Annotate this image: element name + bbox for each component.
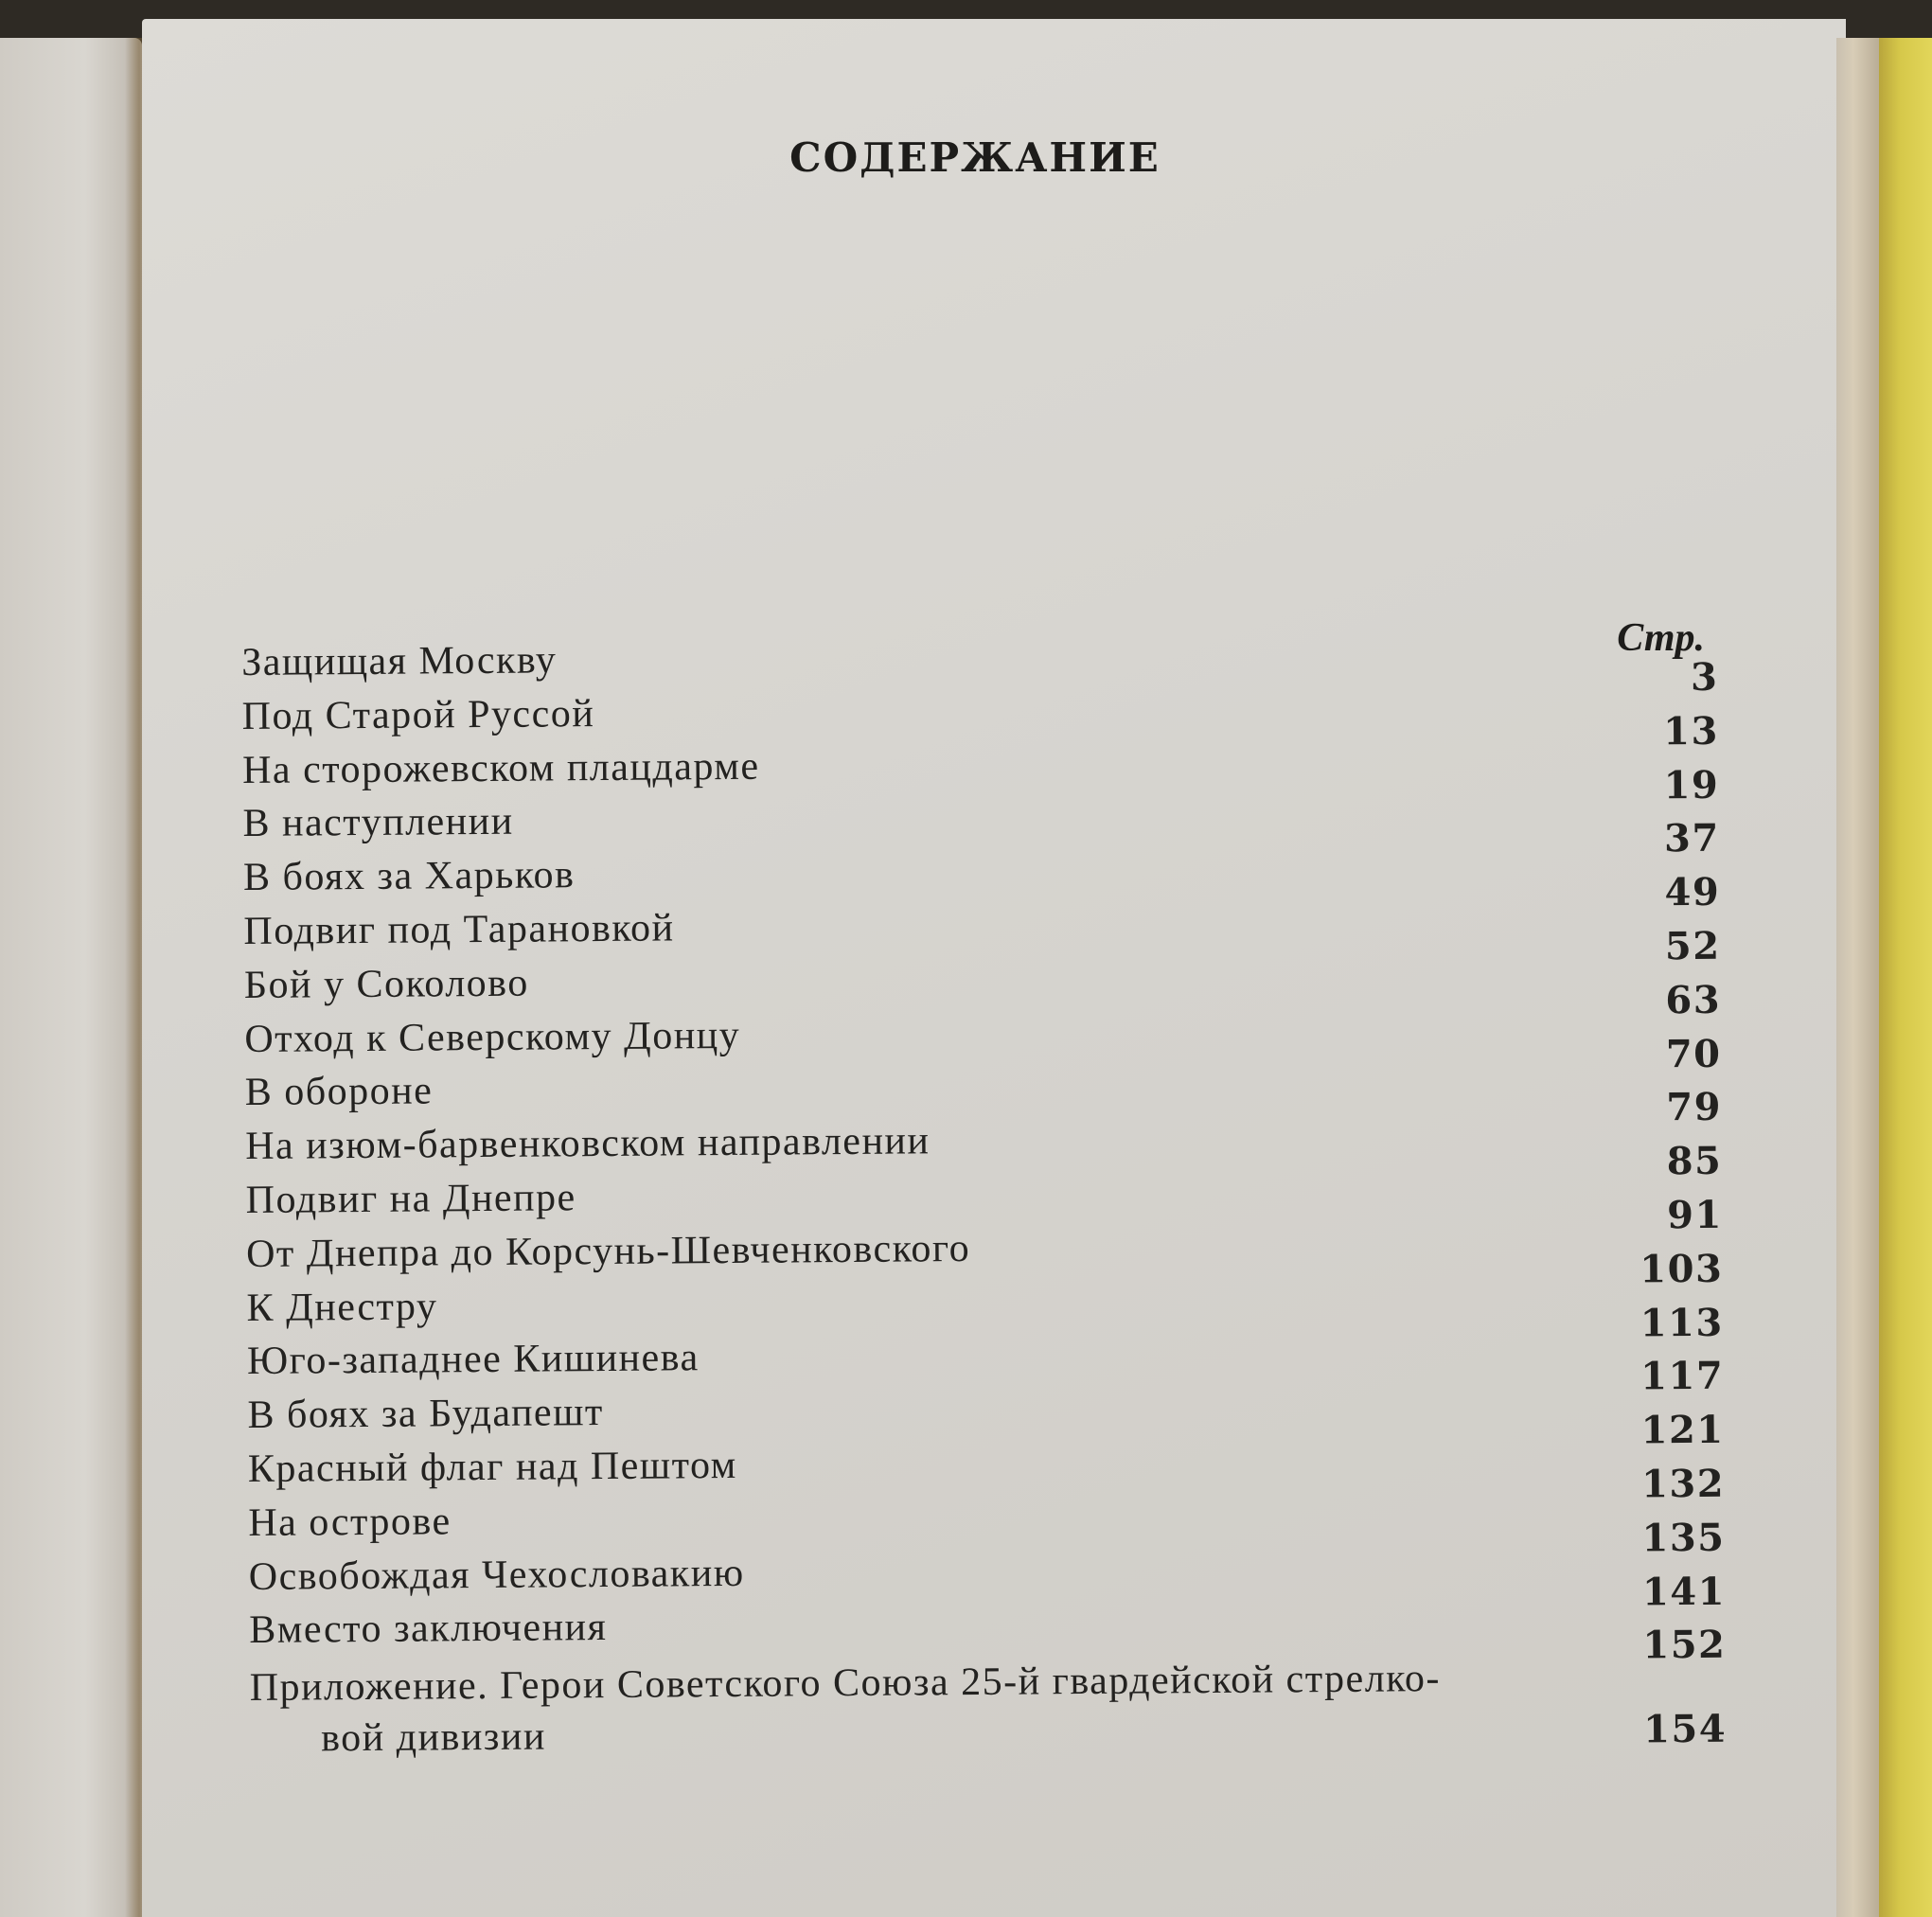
toc-entry-page: 91 bbox=[1666, 1192, 1724, 1238]
toc-entry-page: 3 bbox=[1690, 654, 1719, 700]
toc-entry-appendix bbox=[249, 1646, 1727, 1762]
toc-entry-title: Юго-западнее Кишинева bbox=[246, 1336, 700, 1384]
toc-entry-title: В обороне bbox=[244, 1069, 434, 1115]
toc-entry-title-line2: вой дивизии bbox=[320, 1714, 547, 1761]
toc-entry-title: Подвиг под Тарановкой bbox=[243, 906, 675, 953]
toc-entry-page: 52 bbox=[1664, 923, 1721, 969]
toc-entry-page: 113 bbox=[1640, 1300, 1724, 1345]
toc-entry-title: Вместо заключения bbox=[249, 1606, 608, 1653]
toc-entry-page: 63 bbox=[1665, 977, 1722, 1022]
toc-entry-title: Красный флаг над Пештом bbox=[247, 1443, 737, 1491]
toc-entry-title: Под Старой Руссой bbox=[241, 691, 595, 738]
toc-entry-title: В боях за Будапешт bbox=[247, 1391, 604, 1438]
toc-entry-title: В наступлении bbox=[242, 800, 514, 846]
toc-entry-page: 121 bbox=[1640, 1407, 1725, 1453]
toc-entry-page: 135 bbox=[1641, 1515, 1726, 1561]
table-of-contents bbox=[241, 625, 1727, 1762]
toc-entry-page: 152 bbox=[1642, 1623, 1727, 1668]
toc-entry-page: 70 bbox=[1665, 1031, 1722, 1076]
toc-entry-title-line1: Приложение. Герои Советского Союза 25-й гвардейской стрелко- bbox=[249, 1657, 1442, 1711]
toc-entry-title: Защищая Москву bbox=[241, 638, 558, 684]
toc-entry-title: К Днестру bbox=[246, 1284, 438, 1330]
toc-entry-title: В боях за Харьков bbox=[242, 853, 576, 900]
toc-entry-title: Бой у Соколово bbox=[243, 961, 529, 1007]
page-title: СОДЕРЖАНИЕ bbox=[789, 134, 1161, 181]
toc-entry-page: 85 bbox=[1666, 1138, 1723, 1184]
toc-entry-page: 49 bbox=[1664, 869, 1721, 915]
toc-entry-title: Отход к Северскому Донцу bbox=[244, 1013, 741, 1061]
toc-entry-title: Подвиг на Днепре bbox=[245, 1176, 576, 1222]
page-column-header: Стр. bbox=[1617, 616, 1705, 660]
toc-entry-page: 141 bbox=[1641, 1569, 1727, 1614]
toc-entry-page: 103 bbox=[1640, 1246, 1724, 1292]
toc-entry-title: На острове bbox=[248, 1500, 452, 1545]
toc-entry-page: 154 bbox=[1642, 1706, 1728, 1752]
book-cover-edge bbox=[1879, 38, 1932, 1917]
page-edges bbox=[1836, 38, 1879, 1917]
toc-entry-title: От Днепра до Корсунь-Шевченковского bbox=[245, 1226, 971, 1276]
toc-entry-page: 132 bbox=[1640, 1461, 1726, 1507]
toc-entry-page: 37 bbox=[1663, 816, 1720, 861]
facing-page bbox=[0, 38, 142, 1917]
toc-entry-page: 117 bbox=[1640, 1354, 1725, 1399]
toc-entry-title: На сторожевском плацдарме bbox=[241, 744, 760, 792]
toc-entry-title: На изюм-барвенковском направлении bbox=[245, 1119, 931, 1169]
toc-entry-page: 13 bbox=[1662, 708, 1720, 754]
toc-entry-page: 79 bbox=[1666, 1085, 1723, 1130]
toc-entry-title bbox=[250, 1652, 1604, 1765]
toc-entry-page: 19 bbox=[1663, 762, 1720, 808]
toc-entry-title: Освобождая Чехословакию bbox=[248, 1551, 745, 1599]
